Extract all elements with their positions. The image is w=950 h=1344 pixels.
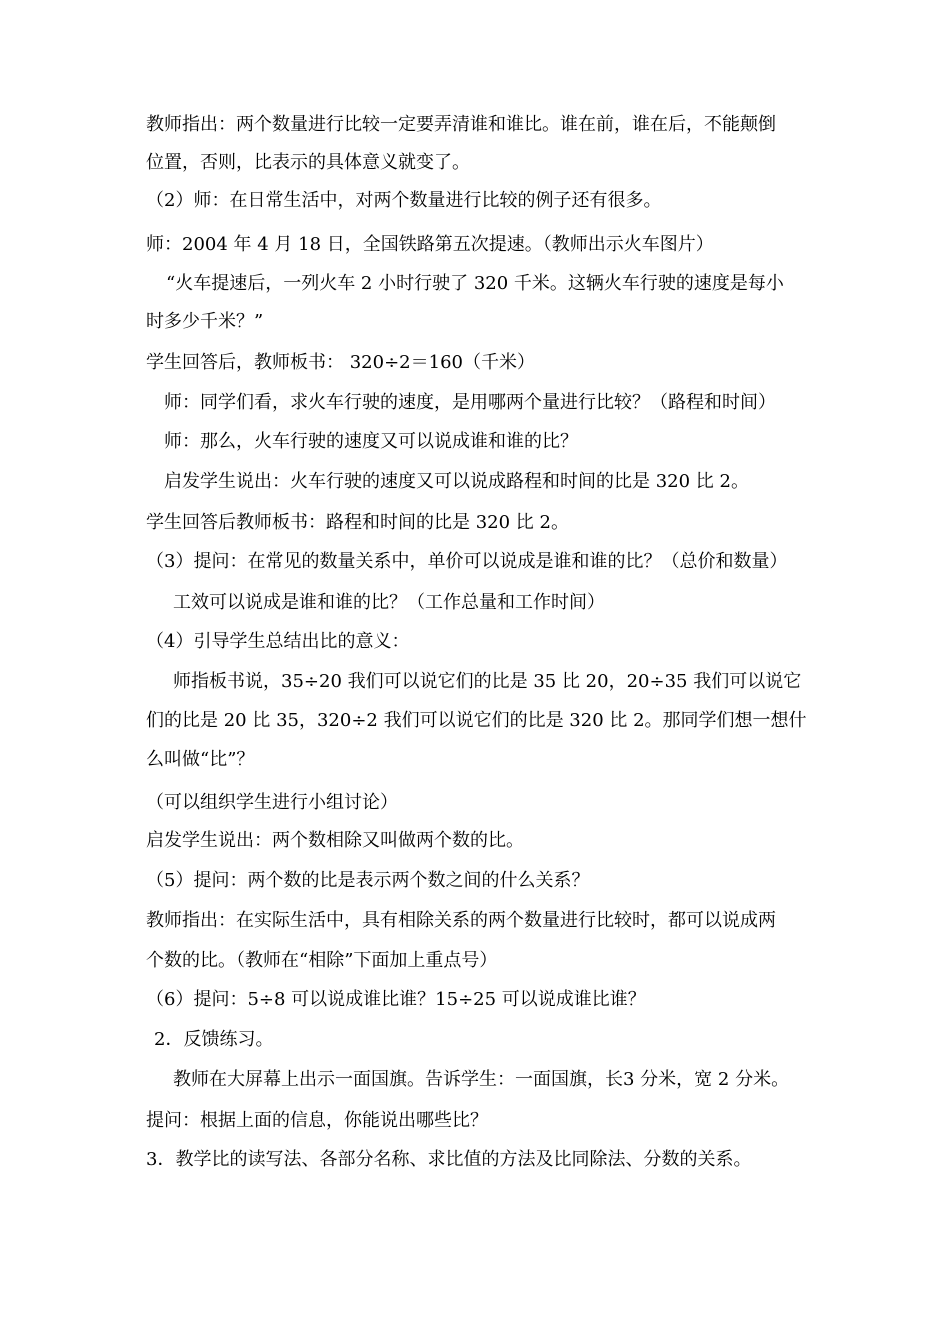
text-line: 学生回答后教师板书：路程和时间的比是 320 比 2。: [146, 512, 569, 533]
text-line: 学生回答后，教师板书： 320÷2＝160（千米）: [146, 352, 535, 373]
text-line: 师指板书说，35÷20 我们可以说它们的比是 35 比 20，20÷35 我们可以说它: [173, 671, 802, 692]
text-line: 启发学生说出：火车行驶的速度又可以说成路程和时间的比是 320 比 2。: [164, 471, 749, 492]
text-line: 工效可以说成是谁和谁的比？（工作总量和工作时间）: [173, 592, 605, 613]
text-line: 教师指出：两个数量进行比较一定要弄清谁和谁比。谁在前，谁在后，不能颠倒: [146, 114, 776, 135]
text-line: 时多少千米？”: [146, 311, 264, 332]
text-line: 3．教学比的读写法、各部分名称、求比值的方法及比同除法、分数的关系。: [146, 1149, 752, 1170]
text-line: （4）引导学生总结出比的意义：: [146, 631, 410, 652]
text-line: 师：那么，火车行驶的速度又可以说成谁和谁的比？: [164, 431, 578, 452]
text-line: “火车提速后，一列火车 2 小时行驶了 320 千米。这辆火车行驶的速度是每小: [166, 273, 784, 294]
text-line: 么叫做“比”？: [146, 749, 255, 770]
text-line: 启发学生说出：两个数相除又叫做两个数的比。: [146, 830, 524, 851]
text-line: （2）师：在日常生活中，对两个数量进行比较的例子还有很多。: [146, 190, 662, 211]
text-line: 提问：根据上面的信息，你能说出哪些比？: [146, 1110, 488, 1131]
text-line: 个数的比。（教师在“相除”下面加上重点号）: [146, 950, 498, 971]
text-line: 教师指出：在实际生活中，具有相除关系的两个数量进行比较时，都可以说成两: [146, 910, 776, 931]
text-line: （3）提问：在常见的数量关系中，单价可以说成是谁和谁的比？（总价和数量）: [146, 551, 788, 572]
text-line: 位置，否则，比表示的具体意义就变了。: [146, 152, 470, 173]
text-line: 教师在大屏幕上出示一面国旗。告诉学生：一面国旗，长3 分米，宽 2 分米。: [173, 1069, 790, 1090]
text-line: 师：同学们看，求火车行驶的速度，是用哪两个量进行比较？（路程和时间）: [164, 392, 776, 413]
text-line: （5）提问：两个数的比是表示两个数之间的什么关系？: [146, 870, 590, 891]
text-line: 师：2004 年 4 月 18 日，全国铁路第五次提速。（教师出示火车图片）: [146, 234, 714, 255]
text-line: 们的比是 20 比 35，320÷2 我们可以说它们的比是 320 比 2。那同学们想一想什: [146, 710, 807, 731]
text-line: 2．反馈练习。: [154, 1029, 274, 1050]
text-line: （6）提问：5÷8 可以说成谁比谁？15÷25 可以说成谁比谁？: [146, 989, 646, 1010]
text-line: （可以组织学生进行小组讨论）: [146, 792, 398, 813]
